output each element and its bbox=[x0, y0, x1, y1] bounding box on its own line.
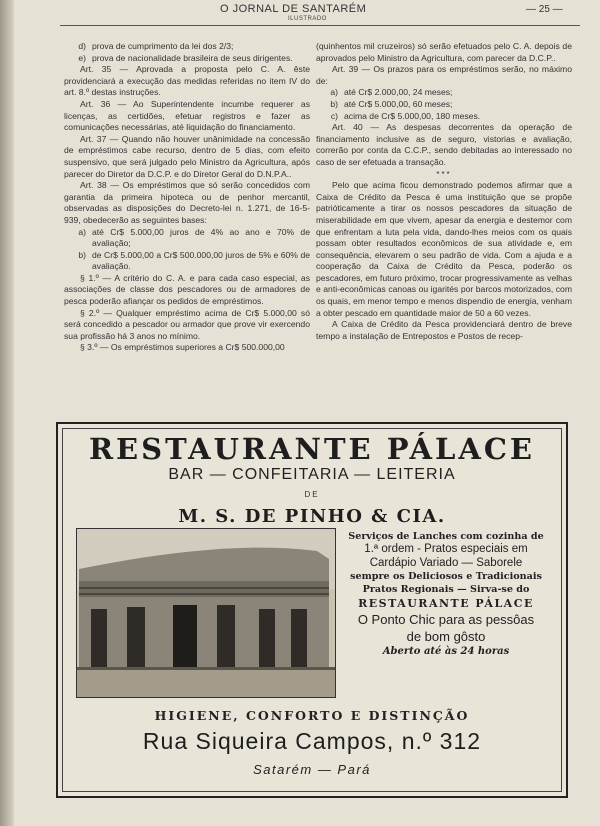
list-item: a) até Cr$ 5.000,00 juros de 4% ao ano e 70% de avaliação; bbox=[78, 226, 310, 249]
article-paragraph: Art. 36 — Ao Superintendente incumbe requerer as licenças, as certidões, efetuar registros e fazer as comunicações necessárias, até liquidação do financiamento. bbox=[64, 98, 310, 133]
ad-city: Satarém — Pará bbox=[253, 762, 371, 777]
list-item: c) acima de Cr$ 5.000,00, 180 meses. bbox=[330, 110, 481, 121]
ad-service-line: Pratos Regionais — Sirva-se do bbox=[362, 584, 530, 595]
page-spine-shadow bbox=[0, 0, 14, 826]
ad-address: Rua Siqueira Campos, n.º 312 bbox=[142, 728, 482, 754]
ad-title: RESTAURANTE PÁLACE bbox=[88, 432, 536, 466]
page-header bbox=[0, 2, 600, 26]
restaurant-advertisement bbox=[56, 422, 568, 798]
article-paragraph: Art. 37 — Quando não houver unânimidade na concessão de empréstimos cabe recurso, dentro de 5 dias, com efeito suspensivo, que será julgado pelo Ministro da Agricultura, após parecer do Diretor da D.C.P. e do Diretor Geral do D.N.P.A.. bbox=[64, 133, 310, 179]
list-item: d) prova de cumprimento da lei dos 2/3; bbox=[78, 41, 234, 51]
restaurant-building-photo bbox=[76, 528, 336, 698]
page-number: — 25 — bbox=[526, 4, 563, 15]
ad-services-text bbox=[336, 530, 556, 659]
building-illustration bbox=[77, 529, 335, 697]
left-text-column bbox=[64, 41, 310, 354]
section-separator: *** bbox=[436, 169, 452, 179]
ad-restaurant-name: RESTAURANTE PÁLACE bbox=[358, 597, 534, 610]
list-item: b) de Cr$ 5.000,00 a Cr$ 500.000,00 juros de 5% e 60% de avaliação. bbox=[78, 249, 310, 272]
list-item: e) prova de nacionalidade brasileira de seus dirigentes. bbox=[78, 52, 293, 63]
ad-chic-line: de bom gôsto bbox=[406, 629, 486, 644]
ad-service-line: 1.ª ordem - Pratos especiais em bbox=[364, 543, 528, 555]
newspaper-title: O JORNAL DE SANTARÉM bbox=[220, 3, 367, 15]
ad-de: DE bbox=[304, 490, 320, 499]
ad-slogan: HIGIENE, CONFORTO E DISTINÇÃO bbox=[154, 708, 470, 723]
ad-service-line: sempre os Deliciosos e Tradicionais bbox=[350, 571, 542, 582]
article-paragraph: Pelo que acima ficou demonstrado podemos afirmar que a Caixa de Crédito da Pesca é uma instituição que se propõe patrióticamente a tirar os nossos pescadores da situação de miserabilidade em que vivem, apesar da energia e destemor com que enfrentam a luta pela vida, dando-lhes meios com os quais possam obter resultados econômicos de sua atividade e, em consequência, elevarem o seu padrão de vida. Com a ajuda e a cooperação da Caixa de Crédito da Pesca, poderão os pescadores, em futuro próximo, trocar progressivamente as velhas e anti-econômicas canoas ou igarités por barcos motorizados, com os quais, em menor tempo e menos dispendio de energia, venham a obter pescado em quantidade maior de 50 a 60 vezes. bbox=[316, 180, 572, 318]
list-item: a) até Cr$ 2.000,00, 24 meses; bbox=[330, 87, 453, 98]
ad-service-line: Cardápio Variado — Saborele bbox=[369, 556, 523, 569]
article-paragraph: Art. 38 — Os empréstimos que só serão concedidos com garantia da primeira hipoteca ou de penhor mercantil, observadas as disposições do Decreto-lei n. 1.271, de 16-5-939, obedecerão as seguintes bases: bbox=[64, 180, 310, 225]
ad-opening-hours: Aberto até às 24 horas bbox=[382, 646, 510, 657]
article-paragraph: A Caixa de Crédito da Pesca providenciará dentro de breve tempo a instalação de Entrepostos e Postos de recep- bbox=[316, 319, 572, 341]
article-paragraph: § 1.º — A critério do C. A. e para cada caso especial, as associações de classe dos pescadores ou de armadores de pesca poderão afiançar os pedidos de empréstimos. bbox=[64, 272, 310, 307]
article-paragraph: Art. 35 — Aprovada a proposta pelo C. A. êste providenciará a execução das medidas referidas no item IV do art. 8.º destas instruções. bbox=[64, 64, 310, 98]
newspaper-subtitle: ILUSTRADO bbox=[288, 16, 327, 22]
article-paragraph: § 2.º — Qualquer empréstimo acima de Cr$ 5.000,00 só será concedido a pescador ou armador que prove vir exercendo sua profissão há 3 anos no mínimo. bbox=[64, 307, 310, 341]
article-paragraph: Art. 39 — Os prazos para os empréstimos serão, no máximo de: bbox=[316, 64, 572, 86]
list-item: b) até Cr$ 5.000,00, 60 meses; bbox=[330, 98, 453, 109]
ad-chic-line: O Ponto Chic para as pessôas bbox=[357, 612, 535, 627]
right-text-column bbox=[316, 41, 572, 342]
article-paragraph: § 3.º — Os empréstimos superiores a Cr$ 500.000,00 bbox=[80, 342, 285, 353]
ad-subtitle: BAR — CONFEITARIA — LEITERIA bbox=[168, 466, 456, 483]
header-rule bbox=[60, 25, 580, 26]
article-paragraph: (quinhentos mil cruzeiros) só serão efetuados pelo C. A. depois de aprovados pelo Ministro da Agricultura, com parecer da D.C.P.. bbox=[316, 41, 572, 63]
ad-owner: M. S. DE PINHO & CIA. bbox=[178, 506, 446, 527]
ad-service-line: Serviços de Lanches com cozinha de bbox=[348, 531, 544, 542]
article-paragraph: Art. 40 — As despesas decorrentes da operação de financiamento inclusive as de seguro, vistorias e avaliação, correrão por conta da C.C.P., sendo debitadas ao interessado no caso de ser efetuada a transação. bbox=[316, 122, 572, 167]
